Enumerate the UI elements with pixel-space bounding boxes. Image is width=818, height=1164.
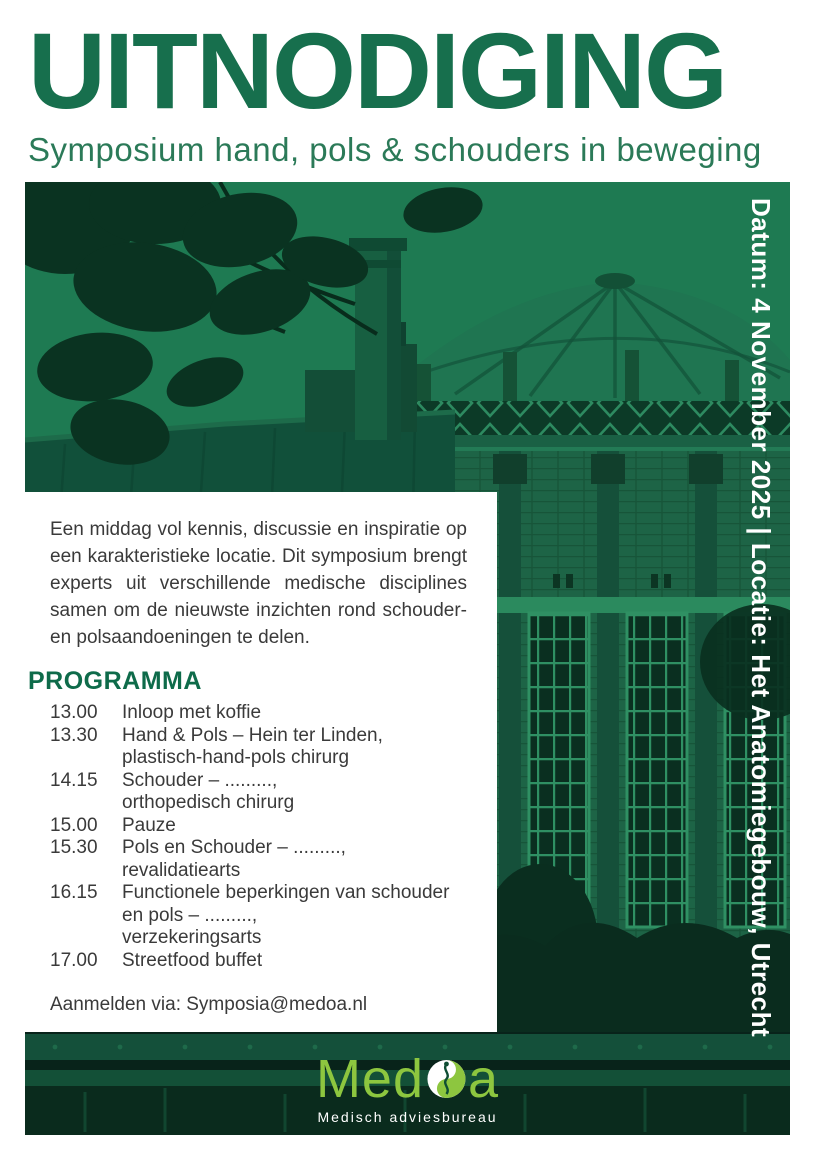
program-time: 15.00 — [50, 814, 98, 836]
program-time: 17.00 — [50, 949, 98, 971]
logo-text-prefix: Med — [315, 1049, 424, 1109]
program-row — [50, 702, 467, 725]
date-location-banner: Datum: 4 November 2025 | Locatie: Het Anatomiegebouw, Utrecht — [746, 198, 776, 1038]
medoa-logo-o-icon — [426, 1059, 466, 1099]
medoa-logo — [315, 1049, 500, 1125]
program-desc: revalidatiearts — [122, 859, 241, 881]
program-desc: Schouder – ........., — [122, 769, 278, 791]
program-time: 13.00 — [50, 702, 98, 723]
program-row — [50, 950, 467, 973]
program-desc: Streetfood buffet — [122, 949, 263, 971]
program-heading: PROGRAMMA — [28, 667, 202, 695]
program-desc: orthopedisch chirurg — [122, 792, 295, 813]
program-row — [50, 837, 467, 882]
page-title: UITNODIGING — [28, 10, 726, 131]
program-row — [50, 882, 467, 950]
program-list — [50, 702, 467, 972]
program-row — [50, 815, 467, 838]
program-row — [50, 770, 467, 815]
medoa-logo-name — [315, 1049, 500, 1109]
info-box — [0, 492, 497, 1032]
program-time: 14.15 — [50, 769, 98, 791]
program-desc: Functionele beperkingen van schouder — [122, 882, 450, 903]
program-desc: Pauze — [122, 814, 176, 836]
signup-line: Aanmelden via: Symposia@medoa.nl — [50, 994, 368, 1015]
intro-paragraph: Een middag vol kennis, discussie en inspiratie op een karakteristieke locatie. Dit symposium brengt experts uit verschillende medische disciplines samen om de nieuwste inzichten rond schouder- en polsaandoeningen te delen. — [50, 519, 467, 648]
header — [28, 10, 794, 169]
program-desc: en pols – ........., — [122, 904, 258, 926]
logo-tagline: Medisch adviesbureau — [317, 1109, 498, 1125]
program-desc: verzekeringsarts — [122, 927, 262, 948]
program-time: 16.15 — [50, 882, 98, 903]
program-desc: plastisch-hand-pols chirurg — [122, 747, 350, 768]
logo-text-suffix: a — [468, 1049, 500, 1109]
program-row — [50, 725, 467, 770]
program-desc: Inloop met koffie — [122, 702, 262, 723]
page-subtitle: Symposium hand, pols & schouders in beweging — [28, 130, 762, 168]
program-desc: Hand & Pols – Hein ter Linden, — [122, 724, 383, 746]
program-time: 13.30 — [50, 724, 98, 746]
program-time: 15.30 — [50, 837, 98, 858]
program-desc: Pols en Schouder – ........., — [122, 837, 346, 858]
